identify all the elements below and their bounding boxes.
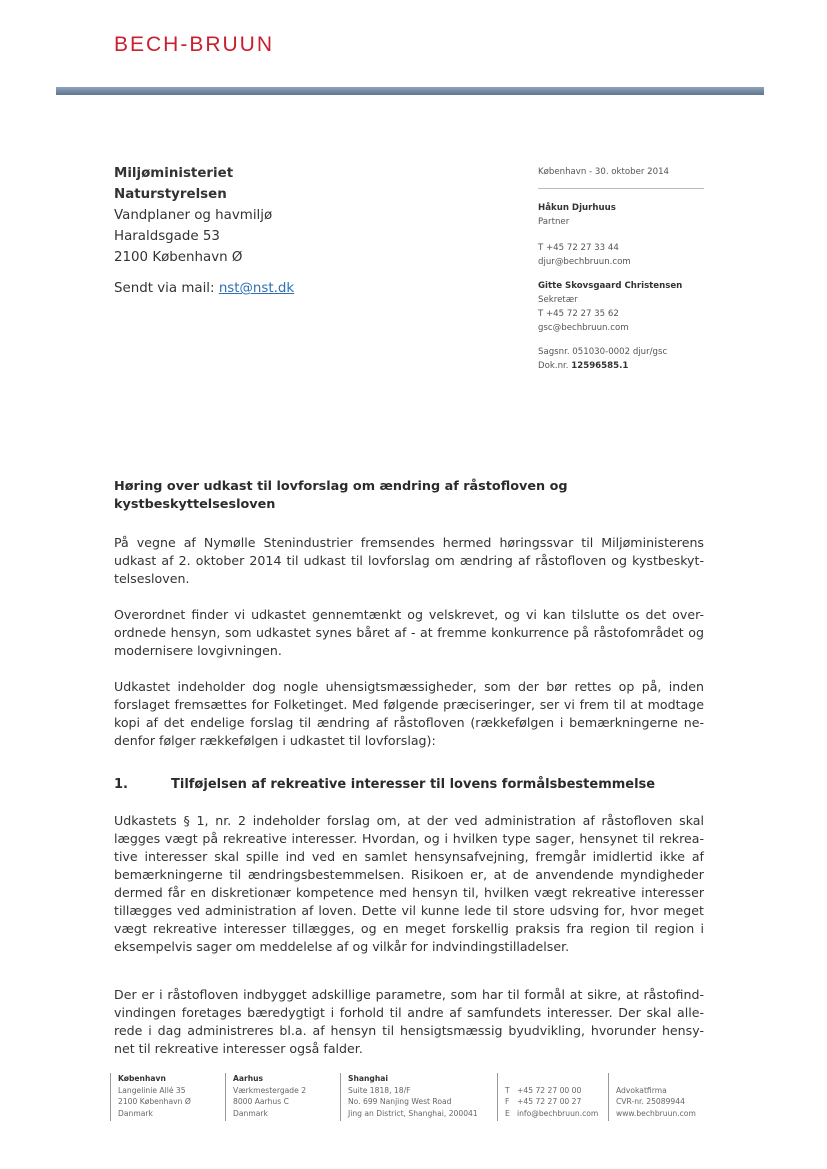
footer-contact bbox=[497, 1073, 598, 1121]
email-label: E bbox=[505, 1108, 510, 1118]
office-line: 8000 Aarhus C bbox=[233, 1097, 289, 1106]
office-line: Jing an District, Shanghai, 200041 bbox=[348, 1108, 478, 1118]
office-line: 2100 København Ø bbox=[118, 1097, 191, 1106]
footer-office-shanghai bbox=[340, 1073, 478, 1121]
recipient-email-link[interactable]: nst@nst.dk bbox=[218, 281, 295, 296]
sent-via-mail bbox=[114, 278, 294, 299]
letter-sidebar bbox=[538, 165, 708, 373]
office-line: Værkmestergade 2 bbox=[233, 1085, 307, 1095]
contact-email[interactable]: gsc@bechbruun.com bbox=[538, 323, 629, 333]
fax-value: +45 72 27 00 27 bbox=[517, 1097, 582, 1106]
footer-email bbox=[505, 1108, 598, 1120]
office-line: Danmark bbox=[118, 1108, 153, 1118]
office-line: Danmark bbox=[233, 1108, 268, 1118]
letter-date: København - 30. oktober 2014 bbox=[538, 167, 670, 177]
contact-block bbox=[538, 279, 708, 335]
page-footer bbox=[110, 1073, 710, 1125]
paragraph: Udkastets § 1, nr. 2 indeholder forslag om, at der ved administration af råstofloven skal lægges vægt på rekreative interesser. Hvordan, og i hvilken type sager, hensynet til rekrea-tive interesser skal spille ind ved en samlet hensynsafvejning, fremgår imidlertid ikke af bemærkningerne til ændringsbestemmelsen. Risikoen er, at de anvendende myndigheder dermed får en diskretionær kompetence med hensyn til, hvilken vægt rekreative interesser tillægges ved administration af loven. Dette vil kunne lede til store udsving for, hvor meget vægt rekreative interesser tillægges, og en meget forskellig praksis fra region til region i eksempelvis sager om meddelelse af og vilkår for indvindingstilladelser. bbox=[114, 813, 704, 954]
paragraph: Overordnet finder vi udkastet gennemtænkt og velskrevet, og vi kan tilslutte os det over-ordnede hensyn, som udkastet synes båret af - at fremme konkurrence på råstofområdet og modernisere lovgivningen. bbox=[114, 607, 704, 658]
phone-value: +45 72 27 00 00 bbox=[517, 1085, 582, 1095]
recipient-line: 2100 København Ø bbox=[114, 250, 243, 265]
contact-title: Partner bbox=[538, 217, 570, 227]
contact-phone: T +45 72 27 35 62 bbox=[538, 309, 619, 319]
sidebar-divider bbox=[538, 188, 704, 189]
doc-prefix: Dok.nr. bbox=[538, 361, 572, 371]
firm-line: Advokatfirma bbox=[616, 1085, 667, 1095]
section-number: 1. bbox=[114, 777, 128, 792]
email-value[interactable]: info@bechbruun.com bbox=[517, 1108, 599, 1118]
contact-email[interactable]: djur@bechbruun.com bbox=[538, 257, 631, 267]
office-line: Suite 1818, 18/F bbox=[348, 1085, 411, 1095]
office-name: København bbox=[118, 1074, 166, 1083]
recipient-line: Vandplaner og havmiljø bbox=[114, 208, 273, 223]
contact-name: Gitte Skovsgaard Christensen bbox=[538, 281, 683, 291]
doc-number-value: 12596585.1 bbox=[571, 361, 629, 371]
letter-subject: Høring over udkast til lovforslag om ændring af råstofloven og kystbeskyttelsesloven bbox=[114, 479, 568, 512]
paragraph: På vegne af Nymølle Stenindustrier fremsendes hermed høringssvar til Miljøministerens udkast af 2. oktober 2014 til udkast til lovforslag om ændring af råstofloven og kystbeskyt-telsesloven. bbox=[114, 535, 704, 586]
paragraph: Udkastet indeholder dog nogle uhensigtsmæssigheder, som der bør rettes op på, inden forslaget fremsættes for Folketinget. Med følgende præciseringer, ser vi frem til at modtage kopi af det endelige forslag til ændring af råstofloven (rækkefølgen i bemærkningerne ne-denfor følger rækkefølgen i udkastet til lovforslag): bbox=[114, 679, 704, 748]
contact-phone: T +45 72 27 33 44 bbox=[538, 243, 619, 253]
footer-office-aarhus bbox=[225, 1073, 306, 1121]
office-line: Langelinie Allé 35 bbox=[118, 1085, 186, 1095]
document-number bbox=[538, 359, 708, 373]
header-bar bbox=[56, 87, 764, 95]
fax-label: F bbox=[505, 1097, 510, 1106]
letter-body bbox=[114, 478, 704, 1076]
sent-prefix: Sendt via mail: bbox=[114, 281, 219, 296]
firm-line: CVR-nr. 25089944 bbox=[616, 1097, 685, 1106]
section-heading bbox=[114, 776, 704, 794]
phone-label: T bbox=[505, 1085, 510, 1095]
office-name: Aarhus bbox=[233, 1074, 264, 1083]
contact-title: Sekretær bbox=[538, 295, 578, 305]
footer-fax bbox=[505, 1096, 598, 1108]
office-name: Shanghai bbox=[348, 1074, 388, 1083]
firm-website[interactable]: www.bechbruun.com bbox=[616, 1108, 696, 1118]
footer-office-copenhagen bbox=[110, 1073, 191, 1121]
footer-phone bbox=[505, 1085, 598, 1097]
company-logo: BECH-BRUUN bbox=[114, 33, 275, 56]
contact-name: Håkun Djurhuus bbox=[538, 203, 616, 213]
office-line: No. 699 Nanjing West Road bbox=[348, 1097, 452, 1106]
contact-block bbox=[538, 201, 708, 269]
section-title: Tilføjelsen af rekreative interesser til lovens formålsbestemmelse bbox=[171, 777, 656, 792]
paragraph: Der er i råstofloven indbygget adskillige parametre, som har til formål at sikre, at råstofind-vindingen foretages bæredygtigt i forhold til andre af samfundets interesser. Der skal alle-rede i dag administreres bl.a. af hensyn til hensigtsmæssig byudvikling, hvorunder hensy-net til rekreative interesser også falder. bbox=[114, 987, 704, 1056]
recipient-line: Naturstyrelsen bbox=[114, 187, 227, 202]
recipient-line: Haraldsgade 53 bbox=[114, 229, 220, 244]
recipient-address bbox=[114, 163, 294, 299]
recipient-line: Miljøministeriet bbox=[114, 166, 234, 181]
case-number: Sagsnr. 051030-0002 djur/gsc bbox=[538, 347, 668, 357]
footer-firm bbox=[608, 1073, 696, 1121]
